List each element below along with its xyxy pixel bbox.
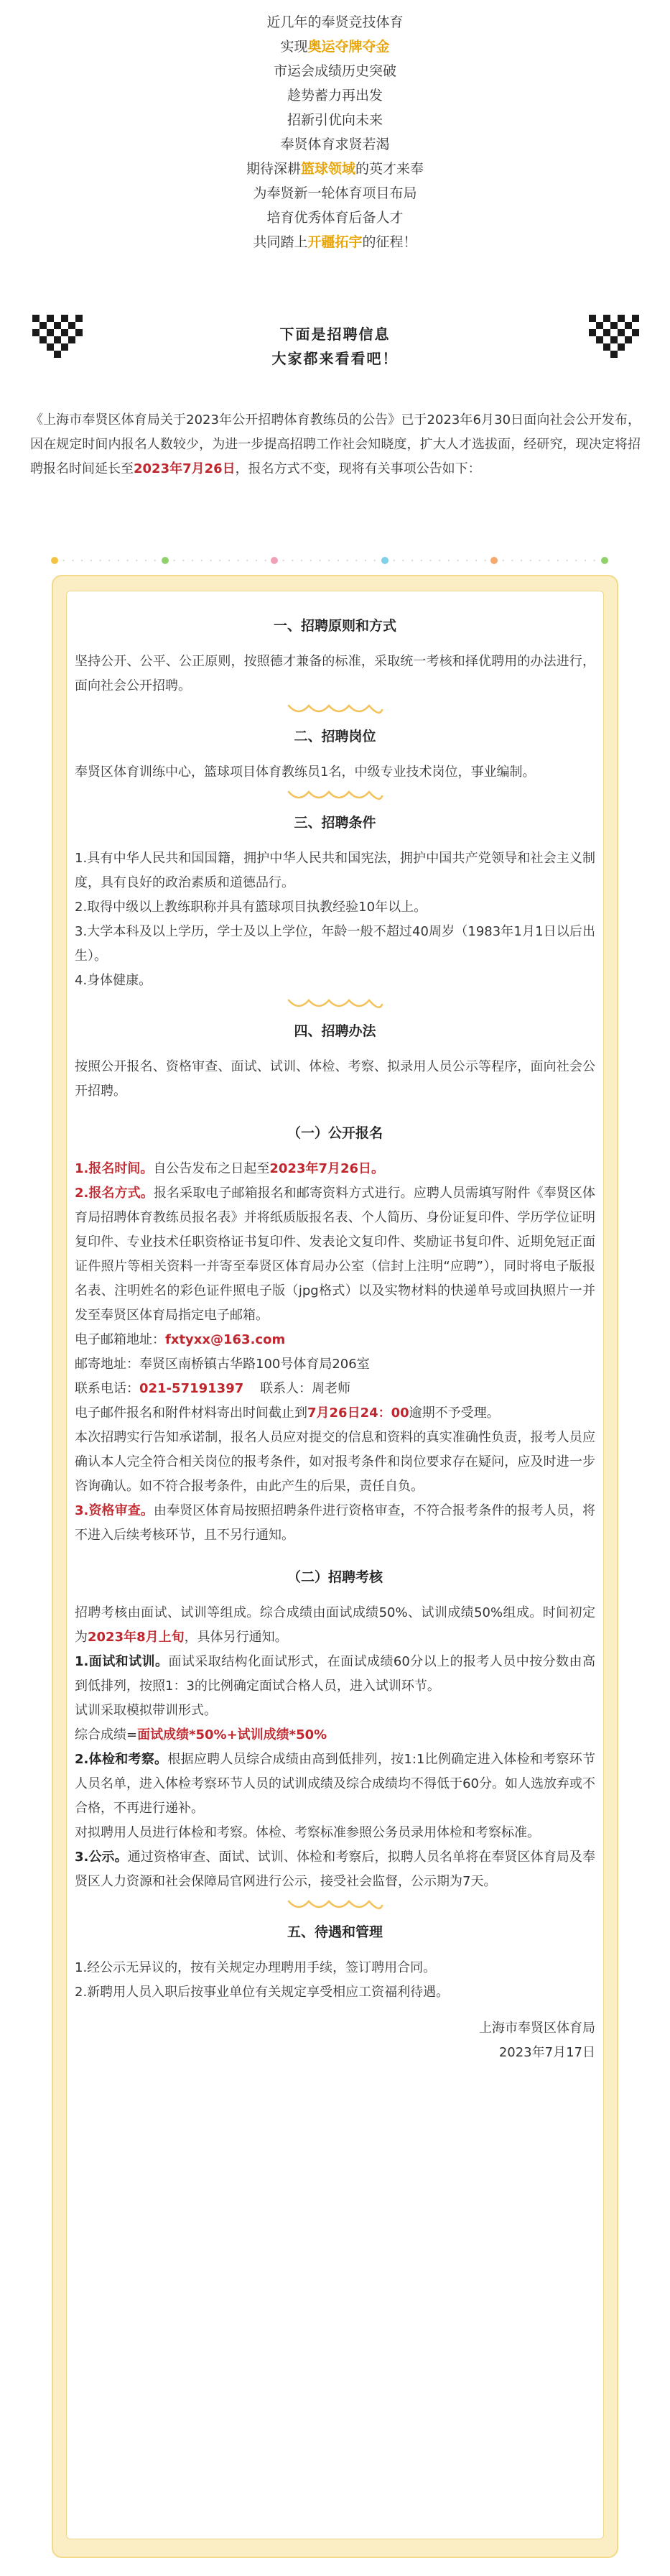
section-body: 坚持公开、公平、公正原则，按照德才兼备的标准，采取统一考核和择优聘用的办法进行，面向社会公开招聘。 (75, 654, 595, 693)
poem-line: 奉贤体育求贤若渴 (280, 137, 390, 152)
score-formula (75, 1723, 595, 1748)
separator-dot-small (511, 560, 513, 561)
item-date: 2023年7月26日。 (269, 1161, 385, 1176)
condition-item: 2.取得中级以上教练职称并具有篮球项目执教经验10年以上。 (75, 900, 427, 915)
separator-dot-small (355, 560, 357, 561)
separator-dot-small (548, 560, 549, 561)
separator-dot-small (575, 560, 577, 561)
separator-dot-small (99, 560, 101, 561)
treatment-item: 1.经公示无异议的，按有关规定办理聘用手续，签订聘用合同。 (75, 1960, 437, 1975)
separator-dot-small (374, 560, 376, 561)
separator-dot-small (292, 560, 293, 561)
commitment-note: 本次招聘实行告知承诺制，报名人员应对提交的信息和资料的真实准确性负责，报考人员应确认本人完全符合相关岗位的报考条件，如对报考条件和岗位要求存在疑问，应及时进一步咨询确认。如不符合报考条件，由此产生的后果，责任自负。 (75, 1430, 595, 1494)
separator-dot-small (301, 560, 302, 561)
separator-dot-small (530, 560, 531, 561)
condition-item: 1.具有中华人民共和国国籍，拥护中华人民共和国宪法，拥护中国共产党领导和社会主义制度，具有良好的政治素质和道德品行。 (75, 851, 595, 890)
separator-dot-small (585, 560, 586, 561)
item-text: 招聘考核由面试、试训等组成。综合成绩由面试成绩50%、试训成绩50%组成。时间初定为 (75, 1605, 595, 1645)
separator-dot-small (174, 560, 175, 561)
treatment-item: 2.新聘用人员入职后按事业单位有关规定享受相应工资福利待遇。 (75, 1985, 450, 2000)
separator-dot-small (228, 560, 230, 561)
notice-paragraph (30, 408, 641, 481)
footer-date: 2023年7月17日 (498, 2045, 595, 2060)
poem-text: 期待深耕 (246, 161, 301, 177)
poem-line (0, 157, 670, 181)
subsection-title: （一）公开报名 (287, 1125, 383, 1141)
separator-dot-small (210, 560, 211, 561)
deadline-line (75, 1401, 595, 1426)
email-label: 电子邮箱地址： (75, 1332, 165, 1347)
item-text: 通过资格审查、面试、试训、体检和考察后，拟聘人员名单将在奉贤区体育局及奉贤区人力资源和社会保障局官网进行公示，接受社会监督，公示期为7天。 (75, 1850, 595, 1889)
trial-format: 试训采取模拟带训形式。 (75, 1703, 217, 1718)
section-title: 五、待遇和管理 (287, 1924, 383, 1940)
subsection-title: （二）招聘考核 (287, 1569, 383, 1585)
separator-dot-small (557, 560, 559, 561)
item-label: 1.报名时间。 (75, 1161, 154, 1176)
condition-item: 4.身体健康。 (75, 973, 152, 988)
separator-dot-small (503, 560, 504, 561)
section-title: 二、招聘岗位 (294, 729, 376, 744)
registration-method (75, 1181, 595, 1328)
separator-dot-small (81, 560, 83, 561)
item-label: 3.资格审查。 (75, 1503, 154, 1518)
section-body: 按照公开报名、资格审查、面试、试训、体检、考察、拟录用人员公示等程序，面向社会公开招聘。 (75, 1059, 595, 1099)
separator-dot-small (466, 560, 467, 561)
medical-standard: 对拟聘用人员进行体检和考察。体检、考察标准参照公务员录用体检和考察标准。 (75, 1825, 540, 1840)
separator-dot (381, 557, 388, 564)
poem-line (0, 230, 670, 254)
separator-dot-small (154, 560, 156, 561)
item-text: 综合成绩= (75, 1727, 138, 1742)
qualification-review (75, 1499, 595, 1548)
separator-dot-small (566, 560, 567, 561)
separator-dot-small (429, 560, 431, 561)
wave-divider-icon (285, 701, 386, 717)
separator-dot-small (421, 560, 422, 561)
poem-highlight: 奥运夺牌夺金 (307, 39, 390, 55)
formula: 面试成绩*50%+试训成绩*50% (137, 1727, 327, 1742)
separator-dot (162, 557, 169, 564)
recruitment-banner (0, 322, 670, 371)
email-line (75, 1328, 595, 1352)
phone-number[interactable]: 021-57191397 (139, 1381, 244, 1396)
dot-separator (50, 553, 620, 568)
item-text: 自公告发布之日起至 (153, 1161, 270, 1176)
separator-dot-small (136, 560, 137, 561)
banner-line: 大家都来看看吧！ (271, 350, 399, 367)
separator-dot-small (402, 560, 404, 561)
separator-dot-small (201, 560, 203, 561)
intro-poem (0, 10, 670, 254)
separator-dot-small (365, 560, 366, 561)
item-text: 电子邮件报名和附件材料寄出时间截止到 (75, 1405, 307, 1421)
poem-text: 的征程！ (362, 234, 417, 250)
poem-text: 共同踏上 (253, 234, 308, 250)
separator-dot-small (411, 560, 413, 561)
separator-dot-small (346, 560, 348, 561)
assessment-intro (75, 1601, 595, 1650)
separator-dot-small (448, 560, 450, 561)
email-address[interactable]: fxtyxx@163.com (165, 1332, 286, 1347)
separator-dot-small (237, 560, 238, 561)
separator-dot-small (90, 560, 92, 561)
wave-divider-icon (285, 996, 386, 1012)
condition-item: 3.大学本科及以上学历，学士及以上学位，年龄一般不超过40周岁（1983年1月1日以后出生）。 (75, 924, 595, 964)
wave-divider-icon (285, 788, 386, 803)
wave-divider-icon (285, 1897, 386, 1913)
notice-text: 《上海市奉贤区体育局关于2023年公开招聘体育教练员的公告》已于2023年6月30日面向社会公开发布，因在规定时间内报名人数较少，为进一步提高招聘工作社会知晓度，扩大人才选拔面，经研究，现决定将招聘报名时间延长至 (30, 412, 641, 476)
phone-line (75, 1377, 595, 1401)
item-text: 由奉贤区体育局按照招聘条件进行资格审查，不符合报考条件的报考人员，将不进入后续考核环节，且不另行通知。 (75, 1503, 595, 1543)
separator-dot-small (594, 560, 595, 561)
announcement-content (75, 602, 595, 2065)
banner-line: 下面是招聘信息 (279, 326, 391, 343)
poem-text: 的英才来奉 (355, 161, 424, 177)
separator-dot-small (63, 560, 65, 561)
poem-text: 实现 (280, 39, 308, 55)
poem-highlight: 篮球领域 (300, 161, 355, 177)
assessment-date: 2023年8月上旬 (88, 1630, 185, 1645)
separator-dot-small (521, 560, 522, 561)
separator-dot-small (182, 560, 184, 561)
separator-dot (271, 557, 278, 564)
separator-dot-small (72, 560, 73, 561)
separator-dot-small (126, 560, 128, 561)
separator-dot-small (219, 560, 220, 561)
separator-dot (51, 557, 58, 564)
poem-line: 培育优秀体育后备人才 (266, 210, 404, 226)
item-text: ，具体另行通知。 (184, 1630, 288, 1645)
item-label: 3.公示。 (75, 1850, 128, 1865)
poem-line: 招新引优向未来 (287, 112, 383, 128)
separator-dot-small (439, 560, 440, 561)
item-label: 1.面试和试训。 (75, 1654, 169, 1669)
item-label: 2.报名方式。 (75, 1186, 154, 1201)
registration-time (75, 1157, 595, 1181)
medical-check (75, 1748, 595, 1821)
separator-dot-small (256, 560, 257, 561)
notice-text: ，报名方式不变，现将有关事项公告如下： (235, 461, 481, 476)
interview-trial (75, 1650, 595, 1699)
separator-dot-small (246, 560, 248, 561)
mailing-address: 邮寄地址：奉贤区南桥镇古华路100号体育局206室 (75, 1357, 370, 1372)
deadline-time: 7月26日24：00 (307, 1405, 409, 1421)
separator-dot-small (328, 560, 330, 561)
separator-dot (490, 557, 498, 564)
item-text: 逾期不予受理。 (409, 1405, 500, 1421)
section-body: 奉贤区体育训练中心，篮球项目体育教练员1名，中级专业技术岗位，事业编制。 (75, 765, 536, 780)
phone-label: 联系电话： (75, 1381, 139, 1396)
separator-dot-small (283, 560, 284, 561)
separator-dot-small (319, 560, 320, 561)
separator-dot-small (338, 560, 339, 561)
separator-dot-small (145, 560, 146, 561)
poem-line (0, 34, 670, 59)
poem-line: 趁势蓄力再出发 (287, 88, 383, 103)
separator-dot-small (118, 560, 119, 561)
footer-org: 上海市奉贤区体育局 (479, 2021, 595, 2036)
section-title: 一、招聘原则和方式 (273, 618, 396, 634)
separator-dot-small (475, 560, 477, 561)
separator-dot-small (485, 560, 486, 561)
separator-dot-small (394, 560, 395, 561)
poem-line: 市运会成绩历史突破 (273, 63, 396, 79)
publicity (75, 1845, 595, 1894)
separator-dot-small (457, 560, 458, 561)
item-text: 根据应聘人员综合成绩由高到低排列，按1:1比例确定进入体检和考察环节人员名单，进入体检考察环节人员的试训成绩及综合成绩均不得低于60分。如人选放弃或不合格，不再进行递补。 (75, 1752, 595, 1816)
contact-person: 联系人：周老师 (260, 1381, 351, 1396)
separator-dot-small (108, 560, 110, 561)
separator-dot-small (265, 560, 266, 561)
section-title: 四、招聘办法 (294, 1023, 376, 1039)
poem-highlight: 开疆拓宇 (307, 234, 363, 250)
section-title: 三、招聘条件 (294, 815, 376, 831)
separator-dot-small (539, 560, 540, 561)
item-label: 2.体检和考察。 (75, 1752, 168, 1767)
item-text: 面试采取结构化面试形式，在面试成绩60分以上的报考人员中按分数由高到低排列，按照1：3的比例确定面试合格人员，进入试训环节。 (75, 1654, 595, 1694)
poem-line: 近几年的奉贤竞技体育 (266, 14, 404, 30)
item-text: 报名采取电子邮箱报名和邮寄资料方式进行。应聘人员需填写附件《奉贤区体育局招聘体育教练员报名表》并将纸质版报名表、个人简历、身份证复印件、学历学位证明复印件、专业技术任职资格证书复印件、发表论文复印件、奖励证书复印件、近期免冠正面证件照片等相关资料一并寄至奉贤区体育局办公室（信封上注明“应聘”），同时将电子版报名表、注明姓名的彩色证件照电子版（jpg格式）以及实物材料的快递单号或回执照片一并发至奉贤区体育局指定电子邮箱。 (75, 1186, 595, 1323)
separator-dot-small (310, 560, 312, 561)
notice-deadline: 2023年7月26日 (134, 461, 236, 476)
poem-line: 为奉贤新一轮体育项目布局 (253, 185, 417, 201)
separator-dot (601, 557, 608, 564)
separator-dot-small (192, 560, 193, 561)
